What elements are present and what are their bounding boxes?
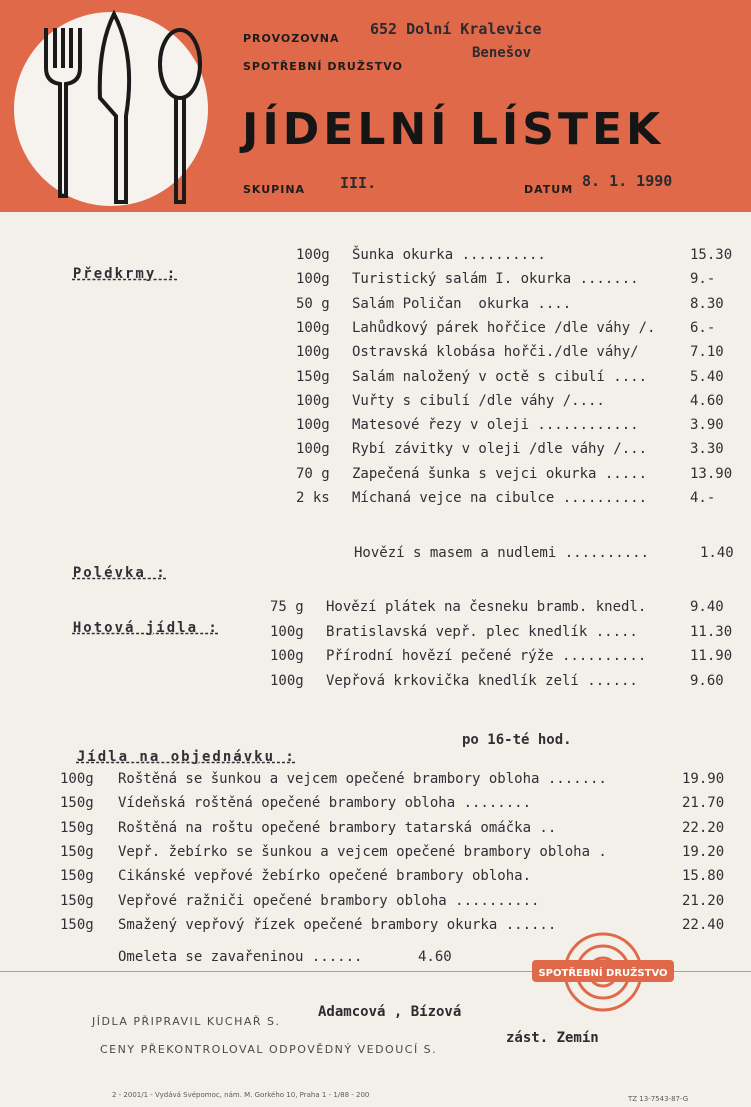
imprint-text: 2 - 2001/1 - Vydává Svépomoc, nám. M. Gorkého 10, Praha 1 - 1/88 - 200	[112, 1091, 370, 1099]
item-price: 15.80	[682, 868, 725, 885]
item-price: 22.40	[682, 916, 725, 933]
druzstvo-label: SPOTŘEBNÍ DRUŽSTVO	[243, 60, 403, 73]
skupina-label: SKUPINA	[243, 183, 306, 196]
item-quantity: 50 g	[296, 295, 330, 312]
menu-item	[296, 393, 736, 411]
item-price: 11.90	[690, 648, 733, 664]
item-price: 6.-	[690, 319, 716, 336]
item-description: Smažený vepřový řízek opečené brambory okurka ......	[118, 916, 557, 933]
menu-item	[60, 868, 740, 886]
item-quantity: 100g	[296, 344, 330, 361]
manager-label: CENY PŘEKONTROLOVAL ODPOVĚDNÝ VEDOUCÍ S.	[100, 1043, 438, 1056]
omeleta-desc: Omeleta se zavařeninou ......	[118, 949, 363, 965]
item-quantity: 70 g	[296, 465, 330, 482]
menu-item	[296, 441, 736, 459]
item-quantity: 100g	[296, 417, 330, 434]
item-price: 9.40	[690, 599, 724, 615]
item-description: Šunka okurka ..........	[352, 247, 546, 263]
stamp-text: SPOTŘEBNÍ DRUŽSTVO	[538, 968, 668, 979]
menu-title: JÍDELNÍ LÍSTEK	[242, 104, 665, 155]
menu-item	[296, 271, 736, 289]
item-description: Bratislavská vepř. plec knedlík .....	[326, 623, 638, 640]
item-price: 4.60	[690, 392, 724, 409]
menu-item	[60, 844, 740, 862]
item-description: Roštěná na roštu opečené brambory tatarská omáčka ..	[118, 819, 557, 836]
item-price: 3.90	[690, 417, 724, 434]
item-quantity: 100g	[296, 319, 330, 336]
menu-item	[296, 296, 736, 314]
item-description: Vepřové ražniči opečené brambory obloha ..........	[118, 892, 540, 909]
item-description: Roštěná se šunkou a vejcem opečené brambory obloha .......	[118, 771, 607, 787]
manager-value: zást. Zemín	[506, 1030, 599, 1046]
item-price: 8.30	[690, 295, 724, 312]
form-code: TZ 13-7543-87-G	[628, 1095, 689, 1103]
menu-item	[270, 599, 740, 617]
item-quantity: 150g	[60, 868, 94, 885]
item-quantity: 100g	[270, 648, 304, 664]
item-description: Turistický salám I. okurka .......	[352, 271, 639, 288]
item-price: 9.-	[690, 271, 716, 288]
item-description: Matesové řezy v oleji ............	[352, 417, 639, 434]
menu-item	[60, 795, 740, 813]
menu-item	[60, 820, 740, 838]
provozovna-value: 652 Dolní Kralevice	[370, 20, 542, 38]
cook-value: Adamcová , Bízová	[318, 1004, 462, 1020]
item-quantity: 100g	[296, 392, 330, 409]
polevka-price: 1.40	[700, 545, 734, 561]
menu-item	[296, 369, 736, 387]
item-quantity: 150g	[60, 843, 94, 860]
hotova-heading: Hotová jídla :	[72, 620, 219, 636]
menu-item	[296, 417, 736, 435]
item-price: 21.70	[682, 795, 725, 812]
item-price: 3.30	[690, 441, 724, 458]
item-quantity: 150g	[296, 368, 330, 385]
cutlery-icon	[36, 6, 216, 206]
item-price: 19.20	[682, 843, 725, 860]
item-description: Přírodní hovězí pečené rýže ..........	[326, 648, 647, 664]
menu-item	[60, 771, 740, 789]
objednavka-note: po 16-té hod.	[462, 732, 572, 748]
item-price: 22.20	[682, 819, 725, 836]
item-quantity: 100g	[60, 771, 94, 787]
polevka-heading: Polévka :	[72, 565, 167, 581]
item-price: 21.20	[682, 892, 725, 909]
menu-item	[296, 320, 736, 338]
objednavka-heading: Jídla na objednávku :	[76, 749, 296, 765]
item-price: 19.90	[682, 771, 725, 787]
item-price: 11.30	[690, 623, 733, 640]
item-price: 15.30	[690, 247, 733, 263]
menu-item	[296, 247, 736, 265]
menu-item	[296, 466, 736, 484]
omeleta-price: 4.60	[418, 949, 452, 965]
item-description: Lahůdkový párek hořčice /dle váhy /.	[352, 319, 656, 336]
datum-value: 8. 1. 1990	[582, 172, 673, 190]
item-quantity: 100g	[296, 271, 330, 288]
menu-item	[270, 624, 740, 642]
item-description: Rybí závitky v oleji /dle váhy /...	[352, 441, 648, 458]
item-price: 7.10	[690, 344, 724, 361]
item-price: 13.90	[690, 465, 733, 482]
town-value: Benešov	[472, 45, 532, 61]
item-quantity: 100g	[270, 623, 304, 640]
item-quantity: 75 g	[270, 599, 304, 615]
item-description: Míchaná vejce na cibulce ..........	[352, 490, 648, 506]
item-quantity: 150g	[60, 819, 94, 836]
item-description: Ostravská klobása hořči./dle váhy/	[352, 344, 639, 361]
skupina-value: III.	[340, 174, 377, 192]
item-description: Vepřová krkovička knedlík zelí ......	[326, 672, 638, 689]
cook-label: JÍDLA PŘIPRAVIL KUCHAŘ S.	[92, 1015, 281, 1028]
item-description: Vuřty s cibulí /dle váhy /....	[352, 392, 605, 409]
item-description: Vepř. žebírko se šunkou a vejcem opečené brambory obloha .	[118, 843, 607, 860]
cooperative-stamp	[528, 920, 678, 1020]
item-quantity: 100g	[296, 247, 330, 263]
polevka-desc: Hovězí s masem a nudlemi ..........	[354, 545, 650, 561]
item-quantity: 150g	[60, 795, 94, 812]
predkrmy-heading: Předkrmy :	[72, 266, 178, 282]
item-description: Hovězí plátek na česneku bramb. knedl.	[326, 599, 647, 615]
item-description: Cikánské vepřové žebírko opečené brambory obloha.	[118, 868, 532, 885]
provozovna-label: PROVOZOVNA	[243, 32, 340, 45]
item-quantity: 150g	[60, 916, 94, 933]
item-description: Salám Poličan okurka ....	[352, 295, 572, 312]
datum-label: DATUM	[524, 183, 574, 196]
item-quantity: 2 ks	[296, 490, 330, 506]
item-price: 5.40	[690, 368, 724, 385]
item-price: 4.-	[690, 490, 716, 506]
menu-item	[296, 344, 736, 362]
menu-item	[270, 673, 740, 691]
item-quantity: 100g	[296, 441, 330, 458]
menu-item	[270, 648, 740, 666]
item-price: 9.60	[690, 672, 724, 689]
item-description: Salám naložený v octě s cibulí ....	[352, 368, 648, 385]
item-quantity: 150g	[60, 892, 94, 909]
item-description: Zapečená šunka s vejci okurka .....	[352, 465, 648, 482]
item-quantity: 100g	[270, 672, 304, 689]
menu-item	[296, 490, 736, 508]
item-description: Vídeňská roštěná opečené brambory obloha ........	[118, 795, 532, 812]
menu-item	[60, 893, 740, 911]
